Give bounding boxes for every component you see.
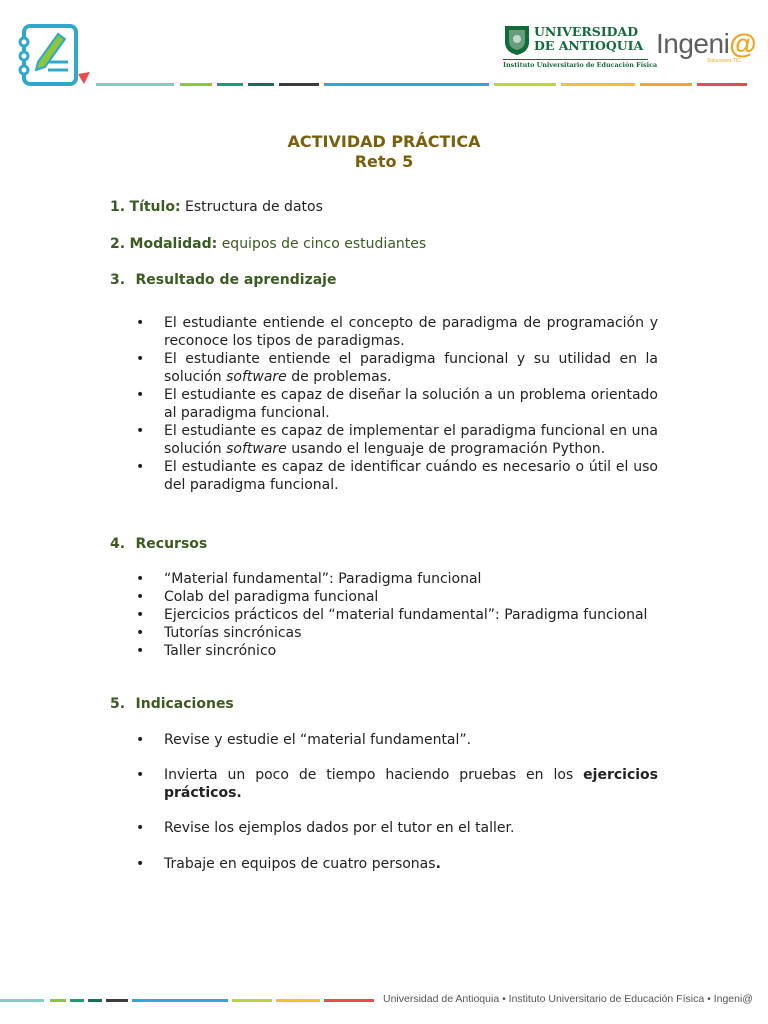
bullet-icon: • — [136, 589, 145, 605]
footer-stripe-1 — [0, 999, 44, 1002]
bullet-icon: • — [136, 767, 145, 783]
item-text: El estudiante entiende el concepto de paradigma de programación y reconoce los tipos de paradigmas. — [164, 315, 658, 349]
ingenia-subtitle: Soluciones TIC — [707, 58, 741, 64]
university-name-line1: UNIVERSIDAD — [534, 24, 639, 39]
list-item — [134, 642, 658, 660]
instructions-list-3 — [134, 819, 658, 837]
list-item — [134, 422, 658, 458]
list-item — [134, 570, 658, 588]
section-titulo — [110, 198, 323, 216]
item-emphasis: software — [226, 441, 287, 457]
item-text-end: de problemas. — [286, 369, 392, 385]
header-stripe-5 — [279, 83, 319, 86]
document-title — [0, 132, 768, 172]
ingenia-logo — [656, 28, 756, 60]
bullet-icon: • — [136, 607, 145, 623]
bullet-icon: • — [136, 459, 145, 475]
item-text: Invierta un poco de tiempo haciendo pruebas en los — [164, 767, 584, 783]
item-text: Tutorías sincrónicas — [164, 625, 302, 641]
section-indicaciones-heading — [110, 695, 234, 713]
bullet-icon: • — [136, 820, 145, 836]
bullet-icon: • — [136, 423, 145, 439]
university-name — [534, 25, 646, 53]
resources-list — [134, 570, 658, 660]
section-heading: Resultado de aprendizaje — [135, 272, 337, 288]
bullet-icon: • — [136, 643, 145, 659]
footer-text: Universidad de Antioquia • Instituto Universitario de Educación Física • Ingeni@ — [383, 993, 753, 1005]
ingenia-text: Ingeni — [656, 28, 730, 59]
notebook-pencil-icon — [18, 22, 92, 90]
university-logo — [503, 24, 658, 72]
university-name-line2: DE ANTIOQUIA — [534, 38, 644, 53]
list-item — [134, 766, 658, 802]
item-text: Trabaje en equipos de cuatro personas — [164, 856, 436, 872]
footer-stripe-5 — [106, 999, 128, 1002]
header-stripe-9 — [640, 83, 692, 86]
bullet-icon: • — [136, 571, 145, 587]
header-stripe-10 — [697, 83, 747, 86]
header-stripe-2 — [180, 83, 212, 86]
section-resultado-heading — [110, 271, 336, 289]
footer-stripe-3 — [70, 999, 84, 1002]
footer-stripe-8 — [276, 999, 320, 1002]
item-strong: ejercicios prácticos. — [164, 767, 658, 801]
header-stripe-4 — [248, 83, 274, 86]
footer-stripe-6 — [132, 999, 228, 1002]
item-text-end: usando el lenguaje de programación Python. — [286, 441, 606, 457]
list-item — [134, 458, 658, 494]
footer-stripe-2 — [50, 999, 66, 1002]
section-modalidad — [110, 235, 426, 253]
bullet-icon: • — [136, 387, 145, 403]
university-subtitle: Instituto Universitario de Educación Física — [503, 61, 658, 69]
section-number: 5. — [110, 696, 126, 712]
list-item — [134, 624, 658, 642]
list-item — [134, 314, 658, 350]
item-text: Ejercicios prácticos del “material fundamental”: Paradigma funcional — [164, 607, 648, 623]
instructions-list-2 — [134, 766, 658, 802]
bullet-icon: • — [136, 732, 145, 748]
section-label: Título: — [129, 199, 181, 215]
instructions-list — [134, 731, 658, 749]
section-heading: Recursos — [135, 536, 208, 552]
section-number: 3. — [110, 272, 126, 288]
footer-stripe-9 — [324, 999, 374, 1002]
section-label: Modalidad: — [129, 236, 218, 252]
list-item — [134, 731, 658, 749]
item-strong: . — [435, 856, 441, 872]
item-text: Revise y estudie el “material fundamental”. — [164, 732, 472, 748]
list-item — [134, 819, 658, 837]
item-text: Colab del paradigma funcional — [164, 589, 379, 605]
item-text: “Material fundamental”: Paradigma funcional — [164, 571, 482, 587]
list-item — [134, 588, 658, 606]
footer-stripe-7 — [232, 999, 272, 1002]
bullet-icon: • — [136, 856, 145, 872]
university-seal-icon — [503, 24, 531, 56]
page-header — [0, 0, 768, 100]
header-stripe-6 — [324, 83, 489, 86]
list-item — [134, 386, 658, 422]
item-text: El estudiante es capaz de implementar el paradigma funcional en una solución — [164, 423, 658, 457]
title-line-2: Reto 5 — [354, 152, 414, 171]
item-text: El estudiante entiende el paradigma funcional y su utilidad en la solución — [164, 351, 658, 385]
item-text: Taller sincrónico — [164, 643, 277, 659]
item-text: El estudiante es capaz de identificar cuándo es necesario o útil el uso del paradigma funcional. — [164, 459, 658, 493]
item-text: El estudiante es capaz de diseñar la solución a un problema orientado al paradigma funcional. — [164, 387, 658, 421]
section-heading: Indicaciones — [135, 696, 234, 712]
header-stripe-3 — [217, 83, 243, 86]
bullet-icon: • — [136, 351, 145, 367]
section-value: Estructura de datos — [185, 199, 323, 215]
title-line-1: ACTIVIDAD PRÁCTICA — [287, 132, 481, 151]
section-number: 2. — [110, 236, 126, 252]
ingenia-at: @ — [729, 28, 757, 59]
instructions-list-4 — [134, 855, 658, 873]
list-item — [134, 855, 658, 873]
header-stripe-7 — [494, 83, 556, 86]
header-stripe-1 — [96, 83, 174, 86]
list-item — [134, 350, 658, 386]
section-number: 4. — [110, 536, 126, 552]
section-value: equipos de cinco estudiantes — [221, 236, 427, 252]
bullet-icon: • — [136, 625, 145, 641]
list-item — [134, 606, 658, 624]
footer-stripe-4 — [88, 999, 102, 1002]
item-text: Revise los ejemplos dados por el tutor en el taller. — [164, 820, 515, 836]
header-stripe-8 — [561, 83, 635, 86]
bullet-icon: • — [136, 315, 145, 331]
item-emphasis: software — [226, 369, 287, 385]
section-recursos-heading — [110, 535, 207, 553]
learning-outcomes-list — [134, 314, 658, 494]
section-number: 1. — [110, 199, 126, 215]
